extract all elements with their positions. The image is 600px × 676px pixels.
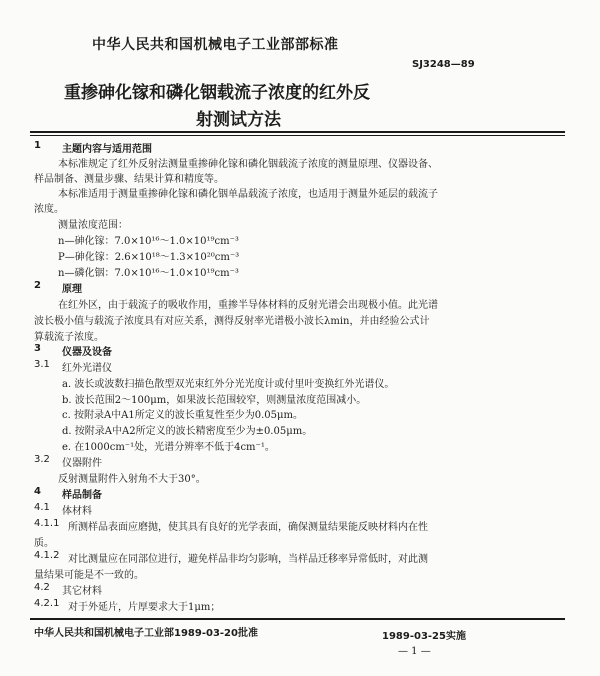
s1-paragraph-2-line-1: 本标准适用于测量重掺砷化镓和磷化铟单晶载流子浓度，也适用于测量外延层的载流子 [58, 189, 438, 200]
s3-1-item-e: e. 在1000cm⁻¹处，光谱分辨率不低于4cm⁻¹。 [62, 442, 275, 453]
s4-1-1-line-1: 所测样品表面应磨抛，使其具有良好的光学表面，确保测量结果能反映材料内在性 [68, 522, 428, 533]
implementation-date: 1989-03-25实施 [382, 631, 466, 642]
s4-2-number: 4.2 [34, 582, 50, 593]
s1-paragraph-2-line-2: 浓度。 [34, 204, 64, 215]
section-4-title: 样品制备 [62, 490, 102, 501]
s2-line-2: 波长极小值与载流子浓度具有对应关系，测得反射率光谱极小波长λmin，并由经验公式计 [34, 316, 430, 327]
header-rule-thick [30, 131, 565, 133]
doc-title-line2: 射测试方法 [196, 110, 281, 130]
footer-rule [30, 618, 565, 620]
doc-title-line1: 重掺砷化镓和磷化铟载流子浓度的红外反 [64, 83, 370, 103]
s3-2-number: 3.2 [34, 454, 50, 465]
s1-paragraph-1-line-1: 本标准规定了红外反射法测量重掺砷化镓和磷化铟载流子浓度的测量原理、仪器设备、 [58, 159, 438, 170]
s3-1-item-c: c. 按附录A中A1所定义的波长重复性至少为0.05μm。 [62, 410, 304, 421]
s4-2-title: 其它材料 [62, 586, 102, 597]
s4-1-2-number: 4.1.2 [34, 550, 60, 561]
section-3-title: 仪器及设备 [62, 347, 112, 358]
s2-line-1: 在红外区，由于载流子的吸收作用，重掺半导体材料的反射光谱会出现极小值。此光谱 [58, 300, 438, 311]
s1-paragraph-1-line-2: 样品制备、测量步骤、结果计算和精度等。 [34, 174, 224, 185]
section-1-title: 主题内容与适用范围 [62, 144, 152, 155]
range-n-inp: n—磷化铟：7.0×10¹⁶～1.0×10¹⁹cm⁻³ [58, 268, 239, 279]
s2-line-3: 算载流子浓度。 [34, 332, 104, 343]
s4-1-number: 4.1 [34, 502, 50, 513]
approval-text: 中华人民共和国机械电子工业部1989-03-20批准 [34, 628, 258, 639]
s4-1-2-line-2: 量结果可能是不一致的。 [34, 570, 144, 581]
s4-1-2-line-1: 对比测量应在同部位进行，避免样品非均匀影响，当样品迁移率异常低时，对此测 [68, 554, 428, 565]
section-2-number: 2 [34, 280, 41, 291]
range-n-gaas: n—砷化镓：7.0×10¹⁶～1.0×10¹⁹cm⁻³ [58, 236, 239, 247]
s4-1-title: 体材料 [62, 506, 92, 517]
range-label: 测量浓度范围： [58, 220, 128, 231]
standard-number: SJ3248—89 [412, 59, 475, 70]
section-3-number: 3 [34, 343, 41, 354]
org-title: 中华人民共和国机械电子工业部部标准 [92, 37, 339, 53]
s4-1-1-line-2: 质。 [34, 538, 54, 549]
s4-2-1-text: 对于外延片，片厚要求大于1μm； [68, 602, 221, 613]
s4-2-1-number: 4.2.1 [34, 598, 60, 609]
page-number: — 1 — [398, 646, 431, 657]
s4-1-1-number: 4.1.1 [34, 518, 60, 529]
section-1-number: 1 [34, 140, 41, 151]
header-rule-thin [30, 135, 565, 136]
s3-1-item-a: a. 波长或波数扫描色散型双光束红外分光光度计或付里叶变换红外光谱仪。 [62, 379, 395, 390]
s3-2-title: 仪器附件 [62, 458, 102, 469]
section-2-title: 原理 [62, 284, 82, 295]
s3-1-item-b: b. 波长范围2～100μm，如果波长范围较窄，则测量浓度范围减小。 [62, 395, 367, 406]
s3-2-text: 反射测量附件入射角不大于30°。 [58, 474, 206, 485]
section-4-number: 4 [34, 486, 41, 497]
s3-1-number: 3.1 [34, 359, 50, 370]
s3-1-title: 红外光谱仪 [62, 363, 112, 374]
range-p-gaas: P—砷化镓：2.6×10¹⁸～1.3×10²⁰cm⁻³ [58, 252, 240, 263]
s3-1-item-d: d. 按附录A中A2所定义的波长精密度至少为±0.05μm。 [62, 426, 313, 437]
